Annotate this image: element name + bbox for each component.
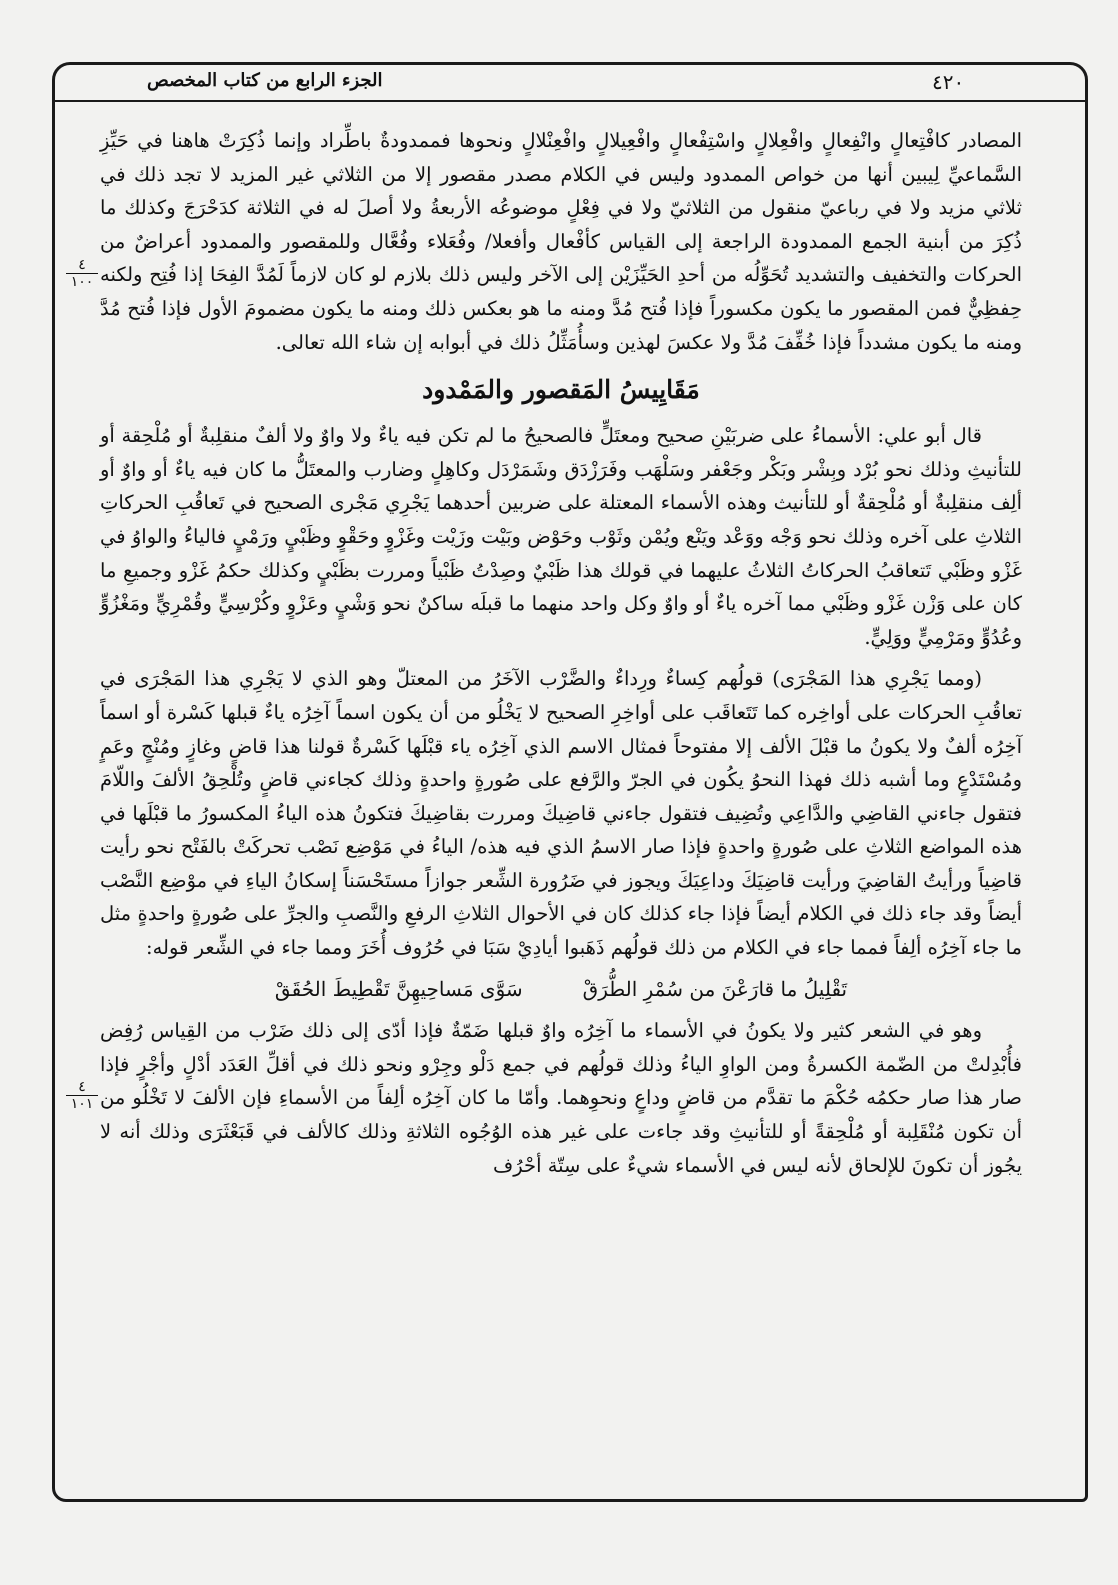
section-heading: مَقَايِيسُ المَقصور والمَمْدود xyxy=(422,375,700,405)
page-content xyxy=(100,124,1022,1182)
poem-hemistich-first: سَوَّى مَساحِيهِنَّ تَقْطِيطَ الحُقَقْ xyxy=(274,976,523,1001)
body-paragraph: وهو في الشعر كثير ولا يكونُ في الأسماء ما آخِرُه واوٌ قبلها ضَمّةٌ فإذا أدّى إلى ذلك ضَرْب من القِياس رُفِض فأُبْدِلتْ من الضّمة الكسرةُ ومن الواوِ الياءُ وذلك قولُهم في جمع دَلْو وجِرْو ونحو ذلك في أقلِّ العَدَد أدْلٍ وأجْرٍ فإذا صار هذا صار حكمُه حُكْمَ ما تقدَّم من قاضٍ وداعٍ ونحوِهما. وأمّا ما كان آخِرُه ألِفاً من الأسماءِ فإن الألفَ لا تَخْلُو من أن تكون مُنْقَلِبة أو مُلْحِقةً أو للتأنيثِ وقد جاءت على غير هذه الوُجُوه الثلاثةِ وذلك كالألف في قَبَعْثَرَى وذلك أنه لا يجُوز أن تكونَ للإلحاق لأنه ليس في الأسماء شيءٌ على سِتّة أحْرُف xyxy=(100,1019,1022,1177)
book-title: الجزء الرابع من كتاب المخصص xyxy=(147,70,383,91)
page-header xyxy=(52,62,1088,102)
margin-folio-note: ٤ ١٠١ xyxy=(66,1080,98,1111)
body-paragraph: (ومما يَجْرِي هذا المَجْرَى) قولُهم كِساءٌ ورِداءٌ والضَّرْب الآخَرُ من المعتلّ وهو الذي لا يَجْرِي هذا المَجْرَى في تعاقُبِ الحركات على أواخِره كما تَتَعاقَب على أواخِرِ الصحيح لا يَخْلُو من أن يكون اسماً آخِرُه ياءٌ قبلها كَسْرة أو اسماً آخِرُه ألفٌ ولا يكونُ ما قبْلَ الألف إلا مفتوحاً فمثال الاسم الذي آخِرُه ياء قبْلَها كَسْرةٌ قولنا هذا قاضٍ وغازٍ ومُنْجٍ وعَمٍ ومُسْتَدْعٍ وما أشبه ذلك فهذا النحوُ يكُون في الجرّ والرَّفع على صُورةٍ واحدةٍ وذلك كجاءني قاضٍ وتُلْحِقُ الألفَ واللّامَ فتقول جاءني القاضِي والدَّاعِي وتُضِيف فتقول جاءني قاضِيكَ ومررت بقاضِيكَ فتكونُ هذه الياءُ المكسورُ ما قبْلَها في هذه المواضع الثلاثِ على صُورةٍ واحدةٍ فإذا صار الاسمُ الذي فيه هذه/ الياءُ في مَوْضِع نَصْب تحركَتْ بالفَتْح نحو رأيت قاضِياً ورأيتُ القاضِيَ ورأيت قاضِيَكَ وداعِيَكَ ويجوز في ضَرُورة الشِّعر جوازاً مستَحْسَناً إسكانُ الياءِ في موْضِع النَّصْب أيضاً وقد جاء ذلك في الكلام أيضاً فإذا جاء كذلك كان في الأحوال الثلاثِ الرفعِ والنَّصبِ والجرِّ على صُورةٍ واحدةٍ مثل ما جاء آخِرُه ألِفاً فمما جاء في الكلام من ذلك قولُهم ذَهَبوا أيادِيْ سَبَا في حُرُوف أُخَرَ ومما جاء في الشِّعر قوله: xyxy=(100,667,1022,960)
poem-hemistich-second: تَقْلِيلُ ما قارَعْنَ من سُمْرِ الطُّرَقْ xyxy=(582,976,848,1001)
page-number: ٤٢٠ xyxy=(932,70,965,94)
body-paragraph: المصادر كافْتِعالٍ وانْفِعالٍ وافْعِلالٍ واسْتِفْعالٍ وافْعِيلالٍ وافْعِنْلالٍ ونحوها فممدودةٌ باطِّراد وإنما ذُكِرَتْ هاهنا في حَيِّزِ السَّماعيِّ لِيبين أنها من خواص الممدود وليس في الكلام مصدر مقصور إلا من الثلاثي غير المزيد لا تجد ذلك في ثلاثي مزيد ولا في رباعيّ منقول من الثلاثيّ ولا في فِعْلٍ موضوعُه الأربعةُ ولا أصلَ له في الثلاثة كدَحْرَجَ وكذلك ما ذُكِرَ من أبنية الجمع الممدودة الراجعة إلى القياس كأفْعال وأفعلا/ وفُعَلاء وفُعَّال وللمقصور والممدود أعراضٌ من الحركات والتخفيف والتشديد تُحَوِّلُه من أحدِ الحَيِّزَيْن إلى الآخر وليس ذلك بلازم لو كان لازماً لَمُدَّ الفِحَا إذا فُتِح ولكنه حِفظِيٌّ فمن المقصور ما يكون مكسوراً فإذا فُتح مُدَّ ومنه ما هو بعكس ذلك ومنه ما يكون مضمومَ الأول فإذا فُتح مُدَّ ومنه ما يكون مشدداً فإذا خُفِّفَ مُدَّ ولا عكسَ لهذين وسأُمَثِّلُ ذلك في أبوابه إن شاء الله تعالى. xyxy=(100,129,1022,354)
poem-verse xyxy=(100,973,1022,1007)
margin-folio-note: ٤ ١٠٠ xyxy=(66,258,98,289)
body-paragraph: قال أبو علي: الأسماءُ على ضربَيْنِ صحيح ومعتَلٍّ فالصحيحُ ما لم تكن فيه ياءٌ ولا واوٌ ولا ألفٌ منقلِبةٌ أو مُلْحِقة أو للتأنيثِ وذلك نحو بُرْد وبِشْر وبَكْر وجَعْفر وسَلْهَب وفَرَزْدَق وشَمَرْدَل وكاهِلٍ وضارب والمعتَلُّ ما كان فيه ياءٌ أو واوٌ أو ألِف منقلِبةٌ أو مُلْحِقةٌ أو للتأنيث وهذه الأسماء المعتلة على ضربين أحدهما يَجْرِي مَجْرى الصحيح في تَعاقُبِ الحركاتِ الثلاثِ على آخره وذلك نحو وَجْه ووَعْد ويَنْع ويُمْن وثَوْب وحَوْض وبَيْت وزَيْت وغَزْوٍ وحَقْوٍ وظَبْيٍ ورَمْيٍ فالياءُ والواوُ في غَزْو وظَبْي تَتعاقبُ الحركاتُ الثلاثُ عليهما في قولك هذا ظَبْيٌ وصِدْتُ ظَبْياً ومررت بظَبْيٍ وكذلك حكمُ غَزْو وجميعِ ما كان على وَزْن غَزْو وظَبْي مما آخره ياءٌ أو واوٌ وكل واحد منهما ما قبلَه ساكنٌ نحو وَشْيٍ وعَزْوٍ وكُرْسِيٍّ وقُمْرِيٍّ ومَغْزُوٍّ وعُدُوٍّ ومَرْمِيٍّ ووَلِيٍّ. xyxy=(100,424,1022,649)
